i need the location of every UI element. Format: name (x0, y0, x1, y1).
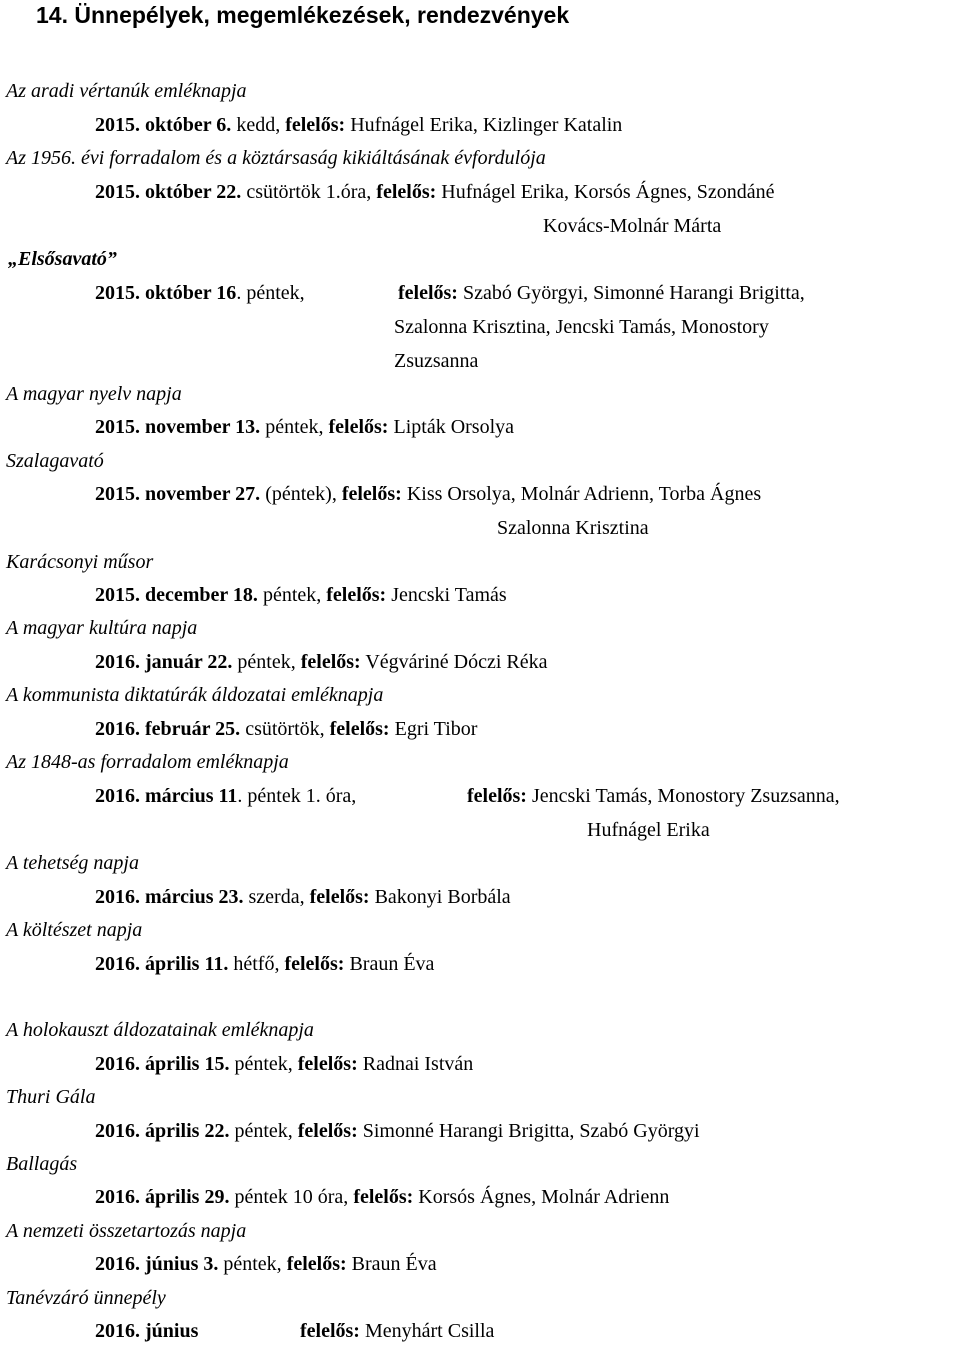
event-title: Karácsonyi műsor (6, 551, 154, 573)
event-day: péntek, (232, 651, 301, 673)
event-date: 2015. október 6. (95, 114, 232, 136)
event-day: . péntek, (236, 282, 305, 304)
event-title: Thuri Gála (6, 1086, 96, 1108)
responsible-continuation: Zsuzsanna (394, 350, 479, 372)
event-line (95, 482, 761, 506)
responsible-names: Jencski Tamás (386, 584, 507, 606)
responsible-names: Korsós Ágnes, Molnár Adrienn (413, 1186, 670, 1208)
responsible-names: Braun Éva (344, 953, 435, 975)
responsible-names: Menyhárt Csilla (359, 1320, 495, 1342)
event-title: Az aradi vértanúk emléknapja (6, 80, 247, 102)
responsible-label: felelős: (297, 1120, 358, 1142)
event-line (95, 113, 622, 137)
responsible-label: felelős: (284, 953, 345, 975)
responsible-label: felelős: (328, 416, 389, 438)
event-title: Szalagavató (6, 450, 104, 472)
responsible-names: Egri Tibor (389, 718, 478, 740)
responsible-label: felelős: (467, 785, 527, 807)
event-line (95, 583, 507, 607)
event-line (95, 1185, 669, 1209)
event-line (95, 180, 775, 204)
event-day: kedd, (231, 114, 286, 136)
event-date: 2015. október 16 (95, 282, 237, 304)
event-line (95, 952, 434, 976)
event-day: péntek, (218, 1253, 287, 1275)
responsible-label: felelős: (353, 1186, 414, 1208)
event-title: „Elsősavató” (8, 248, 117, 270)
event-line (95, 1319, 198, 1343)
event-date: 2015. október 22. (95, 181, 242, 203)
event-title: A holokauszt áldozatainak emléknapja (6, 1019, 314, 1041)
event-line (95, 650, 548, 674)
event-date: 2016. június 3. (95, 1253, 219, 1275)
event-line (95, 1052, 473, 1076)
responsible-label: felelős: (300, 651, 361, 673)
responsible-label: felelős: (326, 584, 387, 606)
event-responsible (398, 281, 805, 305)
event-line (95, 885, 511, 909)
event-line (95, 415, 514, 439)
responsible-label: felelős: (341, 483, 402, 505)
event-date: 2015. november 27. (95, 483, 261, 505)
responsible-names: Jencski Tamás, Monostory Zsuzsanna, (526, 785, 840, 807)
event-title-rest: évi forradalom és a köztársaság kikiáltásának évfordulója (76, 147, 546, 169)
event-responsible (300, 1319, 494, 1343)
responsible-names: Végváriné Dóczi Réka (360, 651, 548, 673)
responsible-label: felelős: (286, 1253, 347, 1275)
responsible-names: Bakonyi Borbála (369, 886, 511, 908)
responsible-label: felelős: (376, 181, 437, 203)
event-line (95, 1252, 437, 1276)
responsible-label: felelős: (297, 1053, 358, 1075)
event-day: péntek, (257, 584, 327, 606)
responsible-names: Braun Éva (346, 1253, 437, 1275)
responsible-names: Szabó Györgyi, Simonné Harangi Brigitta, (457, 282, 805, 304)
responsible-names: Hufnágel Erika, Kizlinger Katalin (345, 114, 623, 136)
responsible-label: felelős: (309, 886, 370, 908)
event-line (95, 784, 356, 808)
event-day: péntek, (260, 416, 329, 438)
event-title: A nemzeti összetartozás napja (6, 1220, 247, 1242)
responsible-names: Radnai István (357, 1053, 474, 1075)
event-date: 2016. január 22. (95, 651, 233, 673)
event-date: 2016. június (95, 1320, 199, 1342)
event-date: 2016. április 15. (95, 1053, 230, 1075)
event-day: péntek, (229, 1120, 298, 1142)
responsible-continuation: Hufnágel Erika (587, 819, 710, 841)
event-day: péntek 10 óra, (229, 1186, 354, 1208)
page-heading: 14. Ünnepélyek, megemlékezések, rendezvények (36, 2, 570, 28)
event-date: 2016. március 23. (95, 886, 244, 908)
event-title: Ballagás (6, 1153, 78, 1175)
event-title: A kommunista diktatúrák áldozatai emléknapja (6, 684, 384, 706)
event-day: (péntek), (260, 483, 342, 505)
responsible-label: felelős: (285, 114, 346, 136)
responsible-continuation: Szalonna Krisztina (497, 517, 649, 539)
event-date: 2016. április 22. (95, 1120, 230, 1142)
event-date: 2016. február 25. (95, 718, 241, 740)
event-date: 2015. december 18. (95, 584, 258, 606)
event-day: csütörtök 1.óra, (241, 181, 377, 203)
responsible-names: Kiss Orsolya, Molnár Adrienn, Torba Ágnes (401, 483, 762, 505)
responsible-names: Lipták Orsolya (388, 416, 515, 438)
event-date: 2016. április 29. (95, 1186, 230, 1208)
event-title: Tanévzáró ünnepély (6, 1287, 166, 1309)
event-date: 2016. április 11. (95, 953, 229, 975)
event-line (95, 1119, 700, 1143)
event-title: Az 1848-as forradalom emléknapja (6, 751, 289, 773)
event-day: hétfő, (228, 953, 285, 975)
responsible-names: Simonné Harangi Brigitta, Szabó Györgyi (357, 1120, 700, 1142)
responsible-names: Hufnágel Erika, Korsós Ágnes, Szondáné (436, 181, 775, 203)
event-title: A tehetség napja (6, 852, 139, 874)
event-line (95, 717, 477, 741)
event-responsible (467, 784, 840, 808)
event-title: A magyar kultúra napja (6, 617, 198, 639)
responsible-continuation: Kovács-Molnár Márta (543, 215, 722, 237)
event-date: 2016. március 11 (95, 785, 238, 807)
event-line (95, 281, 305, 305)
event-title (6, 146, 546, 170)
responsible-continuation: Szalonna Krisztina, Jencski Tamás, Monostory (394, 316, 769, 338)
responsible-label: felelős: (329, 718, 390, 740)
responsible-label: felelős: (300, 1320, 360, 1342)
event-day: szerda, (243, 886, 310, 908)
event-title: A költészet napja (6, 919, 143, 941)
event-day: . péntek 1. óra, (237, 785, 357, 807)
event-day: csütörtök, (240, 718, 330, 740)
event-day: péntek, (229, 1053, 298, 1075)
event-title: A magyar nyelv napja (6, 383, 182, 405)
responsible-label: felelős: (398, 282, 458, 304)
event-date: 2015. november 13. (95, 416, 261, 438)
event-title-year: Az 1956. (6, 147, 76, 169)
